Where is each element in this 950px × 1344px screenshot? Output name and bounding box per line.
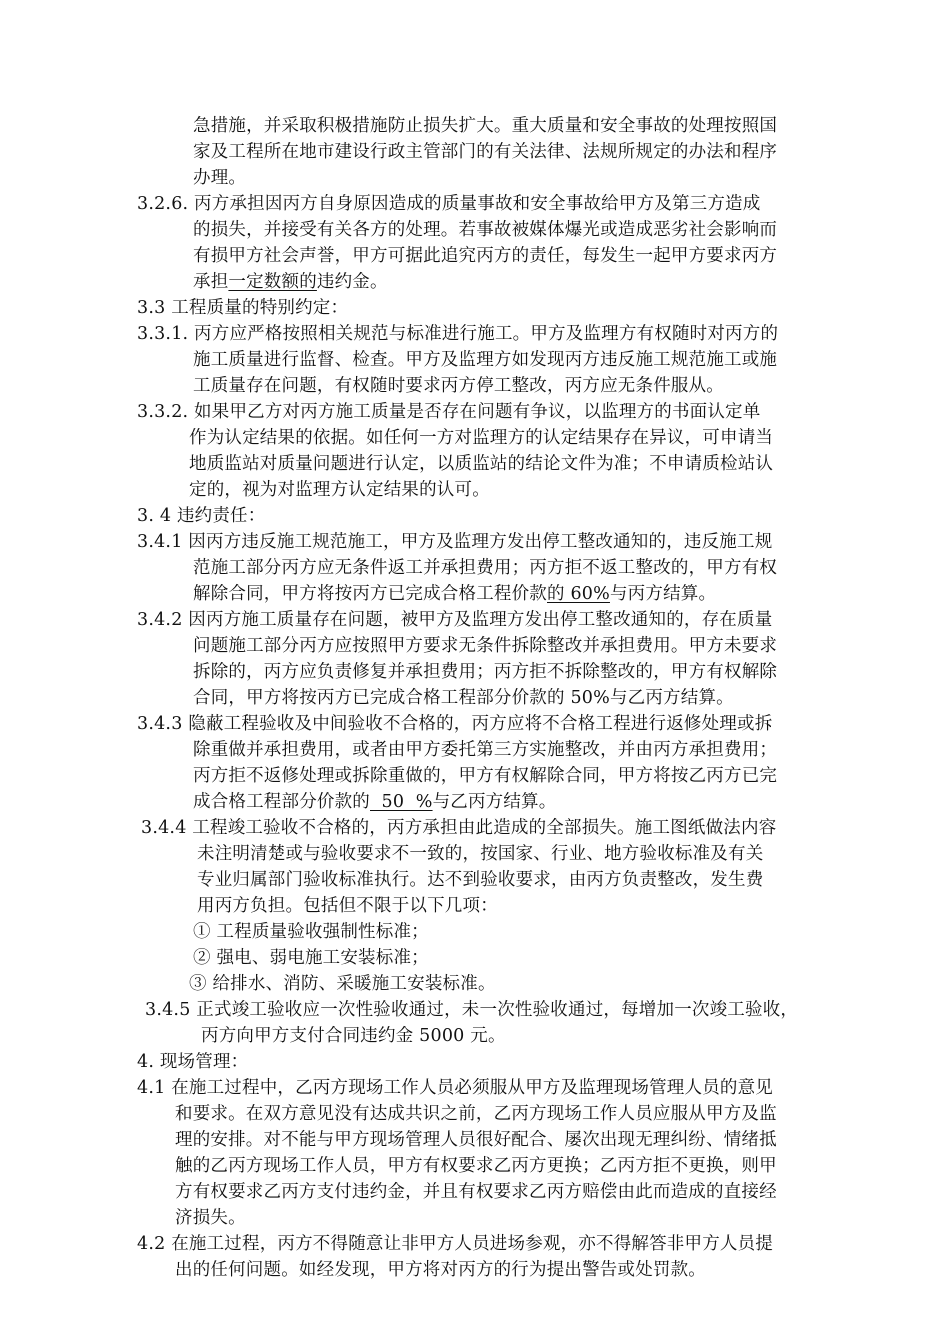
text-line: 作为认定结果的依据。如任何一方对监理方的认定结果存在异议，可申请当 [189,428,774,448]
text-line: 拆除的，丙方应负责修复并承担费用；丙方拒不拆除整改的，甲方有权解除 [193,662,778,682]
text-line [193,581,716,607]
text-line: 急措施，并采取积极措施防止损失扩大。重大质量和安全事故的处理按照国 [193,116,778,136]
list-item: ③ 给排水、消防、采暖施工安装标准。 [189,974,496,994]
text-line: 合同，甲方将按丙方已完成合格工程部分价款的 50%与乙丙方结算。 [193,688,734,708]
text-line: 工质量存在问题，有权随时要求丙方停工整改，丙方应无条件服从。 [193,376,724,396]
text-line: 专业归属部门验收标准执行。达不到验收要求，由丙方负责整改，发生费 [197,870,764,890]
text-run: 与丙方结算。 [609,584,717,604]
text-line: 范施工部分丙方应无条件返工并承担费用；丙方拒不返工整改的，甲方有权 [193,558,778,578]
text-line [193,269,388,295]
section-heading-4: 4. 现场管理： [137,1052,249,1072]
text-run: 违约金。 [316,272,388,292]
text-line: 办理。 [193,168,247,188]
text-run: 承担 [193,272,229,292]
clause-3-4-3: 3.4.3 隐蔽工程验收及中间验收不合格的，丙方应将不合格工程进行返修处理或拆 [137,714,773,734]
text-line: 问题施工部分丙方应按照甲方要求无条件拆除整改并承担费用。甲方未要求 [193,636,778,656]
text-line: 理的安排。对不能与甲方现场管理人员很好配合、屡次出现无理纠纷、情绪抵 [175,1130,777,1150]
clause-3-3-2: 3.3.2. 如果甲乙方对丙方施工质量是否存在问题有争议，以监理方的书面认定单 [137,402,761,422]
text-line: 未注明清楚或与验收要求不一致的，按国家、行业、地方验收标准及有关 [197,844,764,864]
text-line: 除重做并承担费用，或者由甲方委托第三方实施整改，并由丙方承担费用； [193,740,778,760]
clause-4-2: 4.2 在施工过程，丙方不得随意让非甲方人员进场参观，亦不得解答非甲方人员提 [137,1234,773,1254]
clause-3-4-5: 3.4.5 正式竣工验收应一次性验收通过，未一次性验收通过，每增加一次竣工验收， [145,1000,799,1020]
list-item: ① 工程质量验收强制性标准； [193,922,429,942]
text-line: 的损失，并接受有关各方的处理。若事故被媒体爆光或造成恶劣社会影响而 [193,220,778,240]
text-line: 方有权要求乙丙方支付违约金，并且有权要求乙丙方赔偿由此而造成的直接经 [175,1182,777,1202]
text-line: 有损甲方社会声誉，甲方可据此追究丙方的责任，每发生一起甲方要求丙方 [193,246,778,266]
text-line: 定的，视为对监理方认定结果的认可。 [189,480,490,500]
underlined-amount: 一定数额的 [228,272,317,292]
clause-3-4-2: 3.4.2 因丙方施工质量存在问题，被甲方及监理方发出停工整改通知的，存在质量 [137,610,773,630]
text-line: 出的任何问题。如经发现，甲方将对丙方的行为提出警告或处罚款。 [175,1260,706,1280]
text-run: 解除合同，甲方将按丙方已完成合格工程价款 [193,584,547,604]
text-run: 与乙丙方结算。 [432,792,557,812]
list-item: ② 强电、弱电施工安装标准； [193,948,429,968]
text-line: 济损失。 [175,1208,246,1228]
text-line: 地质监站对质量问题进行认定，以质监站的结论文件为准；不申请质检站认 [189,454,774,474]
clause-4-1: 4.1 在施工过程中，乙丙方现场工作人员必须服从甲方及监理现场管理人员的意见 [137,1078,773,1098]
text-line: 施工质量进行监督、检查。甲方及监理方如发现丙方违反施工规范施工或施 [193,350,778,370]
underlined-percent: 50 % [370,792,433,812]
text-line: 丙方向甲方支付合同违约金 5000 元。 [201,1026,506,1046]
text-line: 用丙方负担。包括但不限于以下几项： [197,896,498,916]
text-line: 丙方拒不返修处理或拆除重做的，甲方有权解除合同，甲方将按乙丙方已完 [193,766,778,786]
underlined-percent: 的 60% [547,584,610,604]
clause-3-4-1: 3.4.1 因丙方违反施工规范施工，甲方及监理方发出停工整改通知的，违反施工规 [137,532,773,552]
text-line: 家及工程所在地市建设行政主管部门的有关法律、法规所规定的办法和程序 [193,142,778,162]
clause-3-3-1: 3.3.1. 丙方应严格按照相关规范与标准进行施工。甲方及监理方有权随时对丙方的 [137,324,779,344]
text-line: 触的乙丙方现场工作人员，甲方有权要求乙丙方更换；乙丙方拒不更换，则甲 [175,1156,777,1176]
text-line [193,789,556,815]
clause-3-2-6: 3.2.6. 丙方承担因丙方自身原因造成的质量事故和安全事故给甲方及第三方造成 [137,194,761,214]
text-run: 成合格工程部分价款的 [193,792,370,812]
section-heading-3-4: 3. 4 违约责任： [137,506,266,526]
clause-3-4-4: 3.4.4 工程竣工验收不合格的，丙方承担由此造成的全部损失。施工图纸做法内容 [141,818,777,838]
text-line: 和要求。在双方意见没有达成共识之前，乙丙方现场工作人员应服从甲方及监 [175,1104,777,1124]
section-heading-3-3: 3.3 工程质量的特别约定： [137,298,349,318]
